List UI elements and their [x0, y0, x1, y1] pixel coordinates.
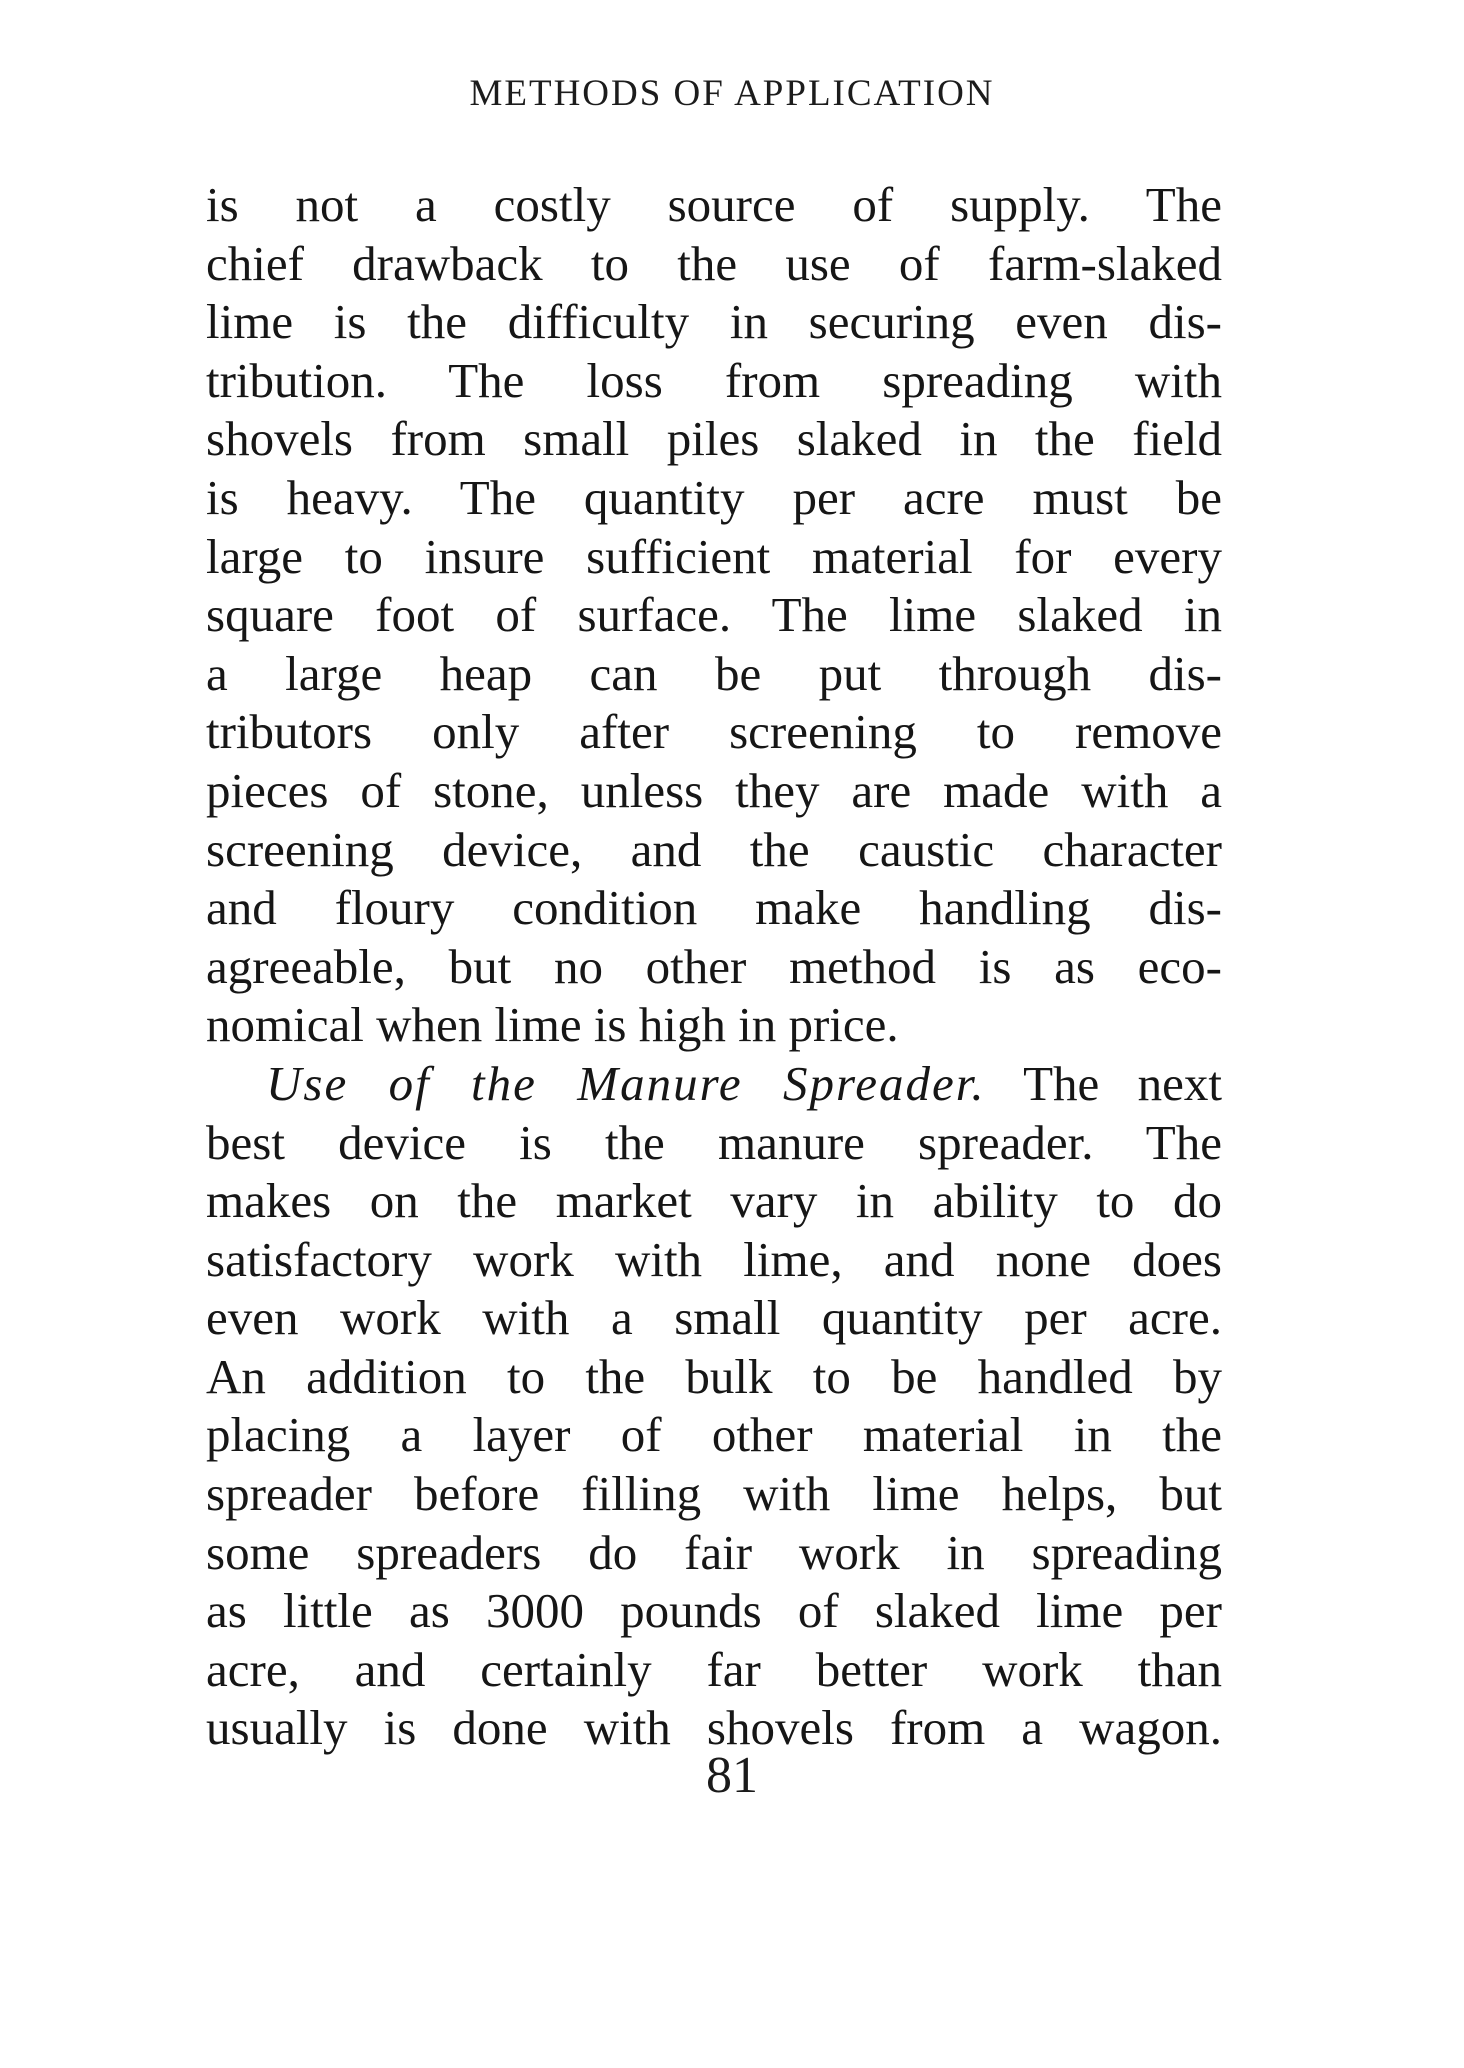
page-number: 81 [706, 1747, 758, 1804]
text-line: and floury condition make handling dis- [206, 880, 1222, 936]
text-line: satisfactory work with lime, and none does [206, 1231, 1222, 1287]
text-line: acre, and certainly far better work than [206, 1641, 1222, 1697]
running-head: METHODS OF APPLICATION [469, 73, 995, 114]
text-line: as little as 3000 pounds of slaked lime per [206, 1583, 1222, 1639]
paragraph-1 [206, 176, 1222, 1055]
text-line: nomical when lime is high in price. [206, 997, 899, 1053]
text-line: tributors only after screening to remove [206, 704, 1222, 760]
text-line: shovels from small piles slaked in the field [206, 411, 1222, 467]
text-line: spreader before filling with lime helps, but [206, 1466, 1222, 1522]
text-fragment: The next [1023, 1055, 1222, 1111]
text-line: square foot of surface. The lime slaked in [206, 587, 1222, 643]
text-line: An addition to the bulk to be handled by [206, 1348, 1222, 1404]
text-line: even work with a small quantity per acre. [206, 1290, 1222, 1346]
text-line: best device is the manure spreader. The [206, 1114, 1222, 1170]
text-line: a large heap can be put through dis- [206, 645, 1222, 701]
text-line: screening device, and the caustic character [206, 821, 1222, 877]
text-line: usually is done with shovels from a wagon. [206, 1700, 1222, 1756]
body-text [206, 176, 1222, 1758]
text-line: agreeable, but no other method is as eco- [206, 938, 1222, 994]
text-line: is not a costly source of supply. The [206, 177, 1222, 232]
text-line: lime is the difficulty in securing even dis- [206, 294, 1222, 350]
text-line: placing a layer of other material in the [206, 1407, 1222, 1463]
text-line: pieces of stone, unless they are made with a [206, 762, 1222, 818]
paragraph-2 [206, 1055, 1222, 1758]
text-line: makes on the market vary in ability to do [206, 1173, 1222, 1229]
text-line: is heavy. The quantity per acre must be [206, 469, 1222, 525]
text-line: chief drawback to the use of farm-slaked [206, 235, 1222, 291]
section-heading-line [206, 1055, 1222, 1114]
text-line: large to insure sufficient material for every [206, 528, 1222, 584]
text-line: tribution. The loss from spreading with [206, 352, 1222, 408]
section-heading: Use of the Manure Spreader. [266, 1055, 986, 1111]
text-line: some spreaders do fair work in spreading [206, 1524, 1222, 1580]
